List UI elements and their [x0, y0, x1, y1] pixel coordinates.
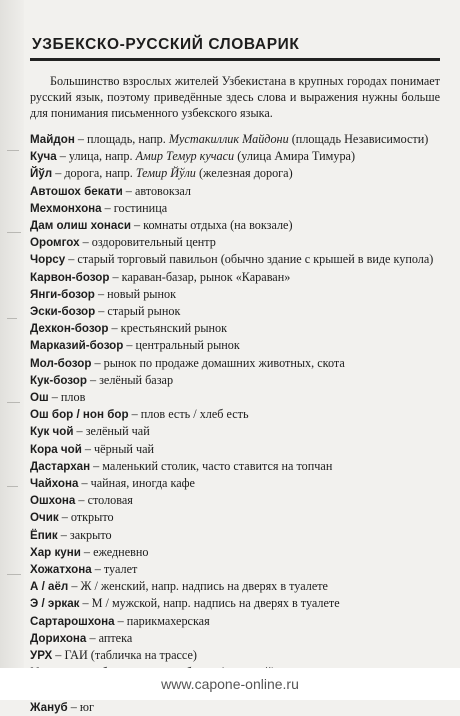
glossary-entry	[30, 183, 440, 200]
glossary-entry	[30, 165, 440, 182]
glossary-entry	[30, 613, 440, 630]
entry-term: Ош бор / нон бор	[30, 408, 129, 422]
entry-definition: – маленький столик, часто ставится на топчан	[90, 458, 333, 473]
entry-definition: – новый рынок	[94, 286, 177, 301]
entry-term: Дастархан	[30, 459, 91, 473]
entry-definition: – плов есть / хлеб есть	[128, 407, 249, 422]
entry-term: Йўл	[30, 167, 53, 181]
entry-term: Кук чой	[30, 425, 74, 439]
glossary-entry	[30, 200, 440, 217]
entry-term: Автошох бекати	[30, 184, 123, 198]
entry-definition: – Ж / женский, напр. надпись на дверях в туалете	[68, 579, 328, 594]
glossary-entry	[30, 595, 440, 612]
entry-term: Э / эркак	[30, 597, 80, 611]
entry-gloss: (железная дорога)	[195, 166, 293, 181]
entry-definition: – зелёный базар	[86, 372, 174, 387]
entry-definition: – ежедневно	[80, 544, 149, 559]
entry-term: Марказий-бозор	[30, 339, 124, 353]
entry-definition: – площадь, напр.	[74, 132, 169, 146]
entry-example: Темир Йўли	[135, 166, 196, 181]
entry-definition: – закрыто	[57, 527, 112, 542]
glossary-entry	[30, 630, 440, 647]
bleed-line	[7, 232, 21, 233]
glossary-entry	[30, 337, 440, 354]
entry-definition: – ГАИ (табличка на трассе)	[52, 648, 197, 663]
glossary-entry	[30, 544, 440, 561]
entry-term: УРХ	[30, 649, 53, 663]
glossary-entry	[30, 475, 440, 492]
glossary-entry	[30, 441, 440, 458]
footer-watermark: www.capone-online.ru	[0, 668, 460, 700]
entry-term: Карвон-бозор	[30, 270, 110, 284]
glossary-list	[30, 131, 440, 716]
glossary-entry	[30, 647, 440, 664]
glossary-entry	[30, 458, 440, 475]
bleed-line	[7, 402, 20, 403]
glossary-entry	[30, 148, 440, 165]
document-page	[30, 36, 440, 716]
entry-definition: – чёрный чай	[81, 441, 155, 456]
entry-definition: – рынок по продаже домашних животных, скота	[91, 355, 345, 370]
entry-gloss: (улица Амира Тимура)	[234, 149, 356, 164]
glossary-entry	[30, 699, 440, 716]
entry-term: Ёпик	[30, 528, 58, 542]
intro-paragraph: Большинство взрослых жителей Узбекистана в крупных городах понимает русский язык, поэтому приведённые здесь слова и выражения нужны больше для понимания письменного узбекского языка.	[30, 74, 440, 120]
entry-definition: – улица, напр.	[56, 149, 136, 164]
entry-definition: – парикмахерская	[114, 613, 210, 628]
entry-definition: – столовая	[75, 493, 133, 508]
glossary-entry	[30, 355, 440, 372]
bleed-line	[7, 318, 17, 319]
entry-term: Чайхона	[30, 477, 79, 491]
glossary-entry	[30, 372, 440, 389]
entry-definition: – крестьянский рынок	[108, 321, 228, 336]
page-title: УЗБЕКСКО-РУССКИЙ СЛОВАРИК	[32, 36, 300, 53]
glossary-entry	[30, 509, 440, 526]
page-bleed-margin	[0, 0, 24, 700]
glossary-entry	[30, 286, 440, 303]
entry-term: Эски-бозор	[30, 305, 96, 319]
glossary-entry	[30, 389, 440, 406]
glossary-entry	[30, 303, 440, 320]
bleed-line	[7, 486, 18, 487]
title-rule	[30, 58, 440, 61]
entry-term: Ошхона	[30, 494, 76, 508]
entry-definition: – автовокзал	[122, 183, 191, 198]
entry-definition: – гостиница	[101, 200, 168, 215]
entry-definition: – дорога, напр.	[52, 166, 136, 181]
entry-term: Чорсу	[30, 253, 66, 267]
entry-term: Сартарошхона	[30, 614, 115, 628]
glossary-entry	[30, 423, 440, 440]
entry-definition: – комнаты отдыха (на вокзале)	[130, 218, 293, 233]
entry-definition: – караван-базар, рынок «Караван»	[109, 269, 291, 284]
entry-term: Дорихона	[30, 631, 87, 645]
entry-definition: – плов	[48, 390, 86, 405]
entry-term: Кук-бозор	[30, 373, 87, 387]
entry-example: Мустакиллик Майдони	[168, 132, 289, 146]
entry-definition: – аптека	[86, 630, 133, 645]
glossary-entry	[30, 217, 440, 234]
entry-definition: – открыто	[58, 510, 114, 525]
glossary-entry	[30, 251, 440, 268]
bleed-line	[7, 150, 19, 151]
entry-term: Дехкон-бозор	[30, 322, 109, 336]
glossary-entry	[30, 320, 440, 337]
entry-term: Очик	[30, 511, 59, 525]
entry-term: Дам олиш хонаси	[30, 219, 131, 233]
entry-definition: – центральный рынок	[123, 338, 240, 353]
bleed-line	[7, 574, 21, 575]
glossary-entry	[30, 492, 440, 509]
entry-term: Ош	[30, 391, 49, 405]
entry-definition: – старый торговый павильон (обычно здание с крышей в виде купола)	[65, 252, 434, 267]
entry-term: Майдон	[30, 133, 75, 146]
entry-term: Мехмонхона	[30, 201, 102, 215]
glossary-entry	[30, 527, 440, 544]
entry-definition: – туалет	[91, 562, 138, 577]
entry-definition: – чайная, иногда кафе	[78, 476, 195, 491]
entry-term: Куча	[30, 150, 57, 164]
entry-definition: – юг	[67, 699, 94, 714]
entry-term: Хар куни	[30, 545, 81, 559]
entry-term: Кора чой	[30, 442, 82, 456]
glossary-entry	[30, 131, 440, 148]
glossary-entry	[30, 234, 440, 251]
glossary-entry	[30, 406, 440, 423]
glossary-entry	[30, 578, 440, 595]
entry-term: Жануб	[30, 700, 68, 714]
glossary-entry	[30, 269, 440, 286]
entry-example: Амир Темур кучаси	[135, 149, 235, 164]
entry-definition: – старый рынок	[95, 304, 181, 319]
entry-term: Мол-бозор	[30, 356, 92, 370]
entry-definition: – оздоровительный центр	[79, 235, 216, 250]
entry-term: Хожатхона	[30, 563, 92, 577]
entry-gloss: (площадь Независимости)	[288, 132, 429, 146]
entry-term: Оромгох	[30, 236, 80, 250]
entry-term: А / аёл	[30, 580, 69, 594]
entry-definition: – зелёный чай	[73, 424, 150, 439]
entry-definition: – М / мужской, напр. надпись на дверях в туалете	[79, 596, 340, 611]
glossary-entry	[30, 561, 440, 578]
entry-term: Янги-бозор	[30, 287, 95, 301]
